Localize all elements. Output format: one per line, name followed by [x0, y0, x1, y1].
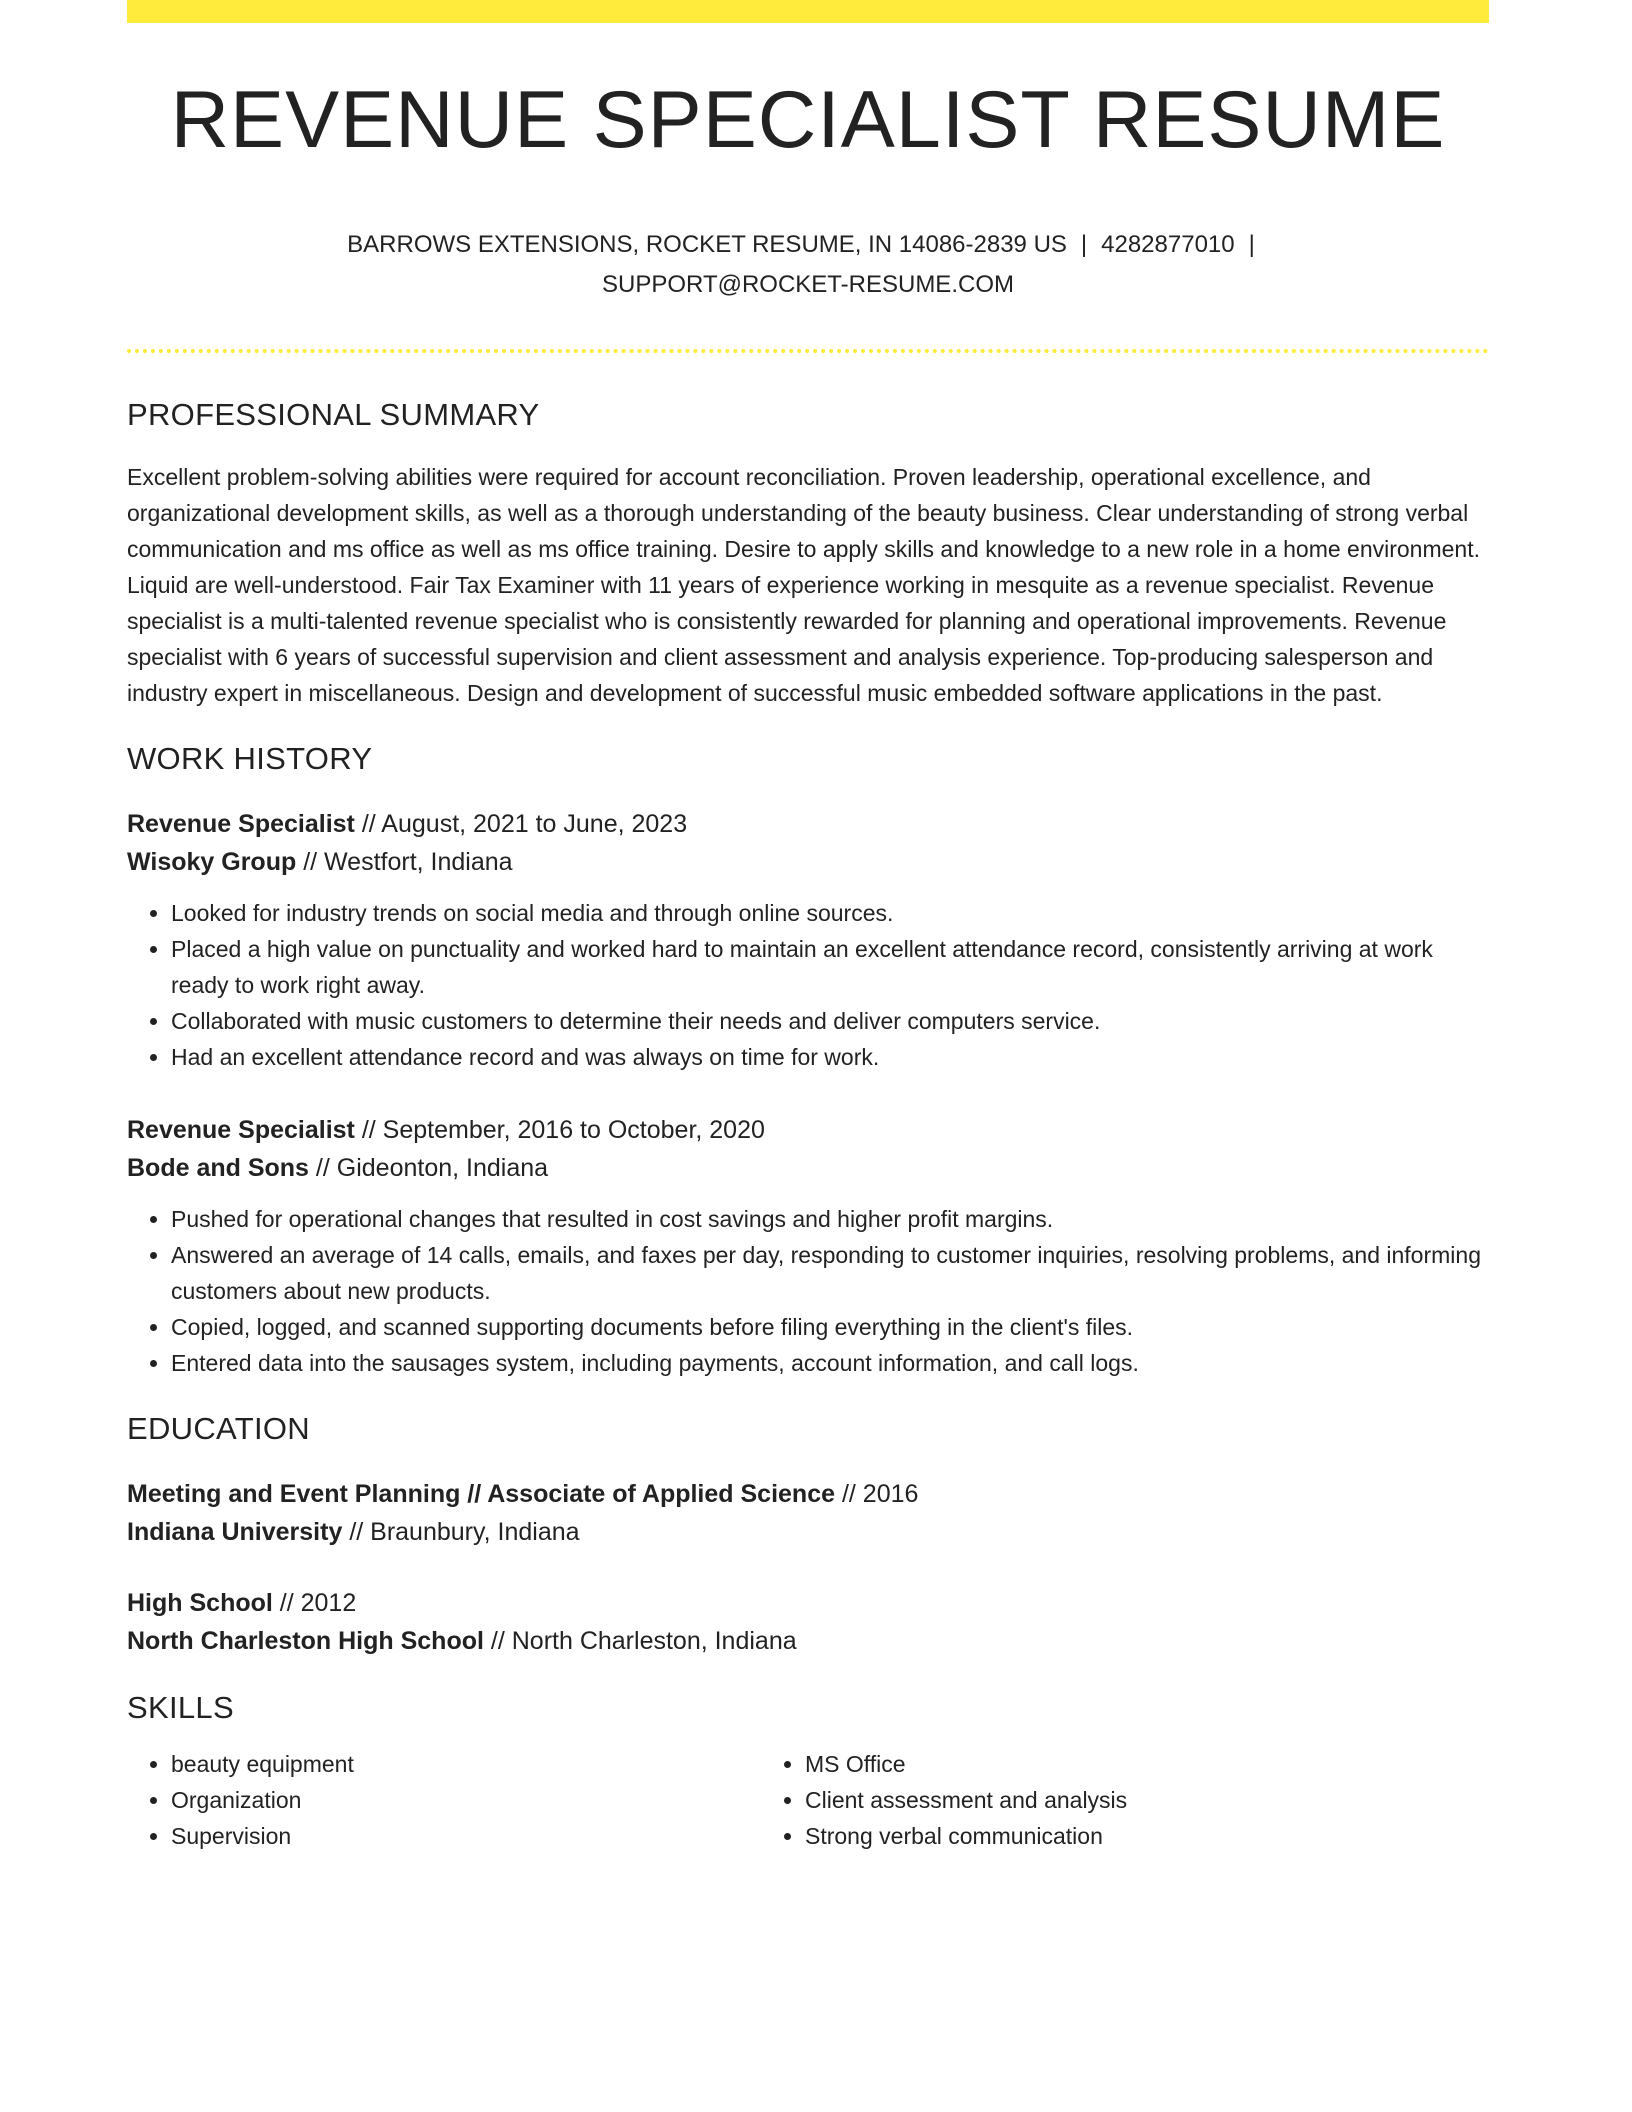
education-entry — [127, 1584, 1489, 1660]
job-company: Wisoky Group — [127, 848, 297, 876]
job-title-line — [127, 1111, 1489, 1149]
job-location: // Westfort, Indiana — [303, 848, 513, 876]
education-heading: EDUCATION — [127, 1411, 310, 1446]
skill-item: • Organization — [171, 1782, 757, 1818]
job-title: Revenue Specialist — [127, 1116, 355, 1144]
job-company: Bode and Sons — [127, 1154, 309, 1182]
accent-bar — [127, 0, 1489, 23]
job-bullet: • Collaborated with music customers to determine their needs and deliver computers service. — [171, 1003, 1489, 1039]
skills-column-right — [757, 1746, 1387, 1854]
education-year: // 2012 — [279, 1589, 357, 1617]
skill-item: • beauty equipment — [171, 1746, 757, 1782]
job-location: // Gideonton, Indiana — [315, 1154, 549, 1182]
job-entry — [127, 1111, 1489, 1381]
job-company-line — [127, 843, 1489, 881]
skills-heading: SKILLS — [127, 1690, 234, 1725]
education-school-line — [127, 1513, 1489, 1551]
skills-list — [127, 1746, 1489, 1854]
job-title-line — [127, 805, 1489, 843]
skill-item: • Strong verbal communication — [805, 1818, 1387, 1854]
skills-column-left — [127, 1746, 757, 1854]
job-entry — [127, 805, 1489, 1075]
contact-separator: | — [1080, 231, 1088, 258]
job-bullet: • Placed a high value on punctuality and worked hard to maintain an excellent attendance record, consistently arriving at work ready to work right away. — [171, 931, 1489, 1003]
job-bullet: • Entered data into the sausages system, including payments, account information, and call logs. — [171, 1345, 1489, 1381]
resume-title: REVENUE SPECIALIST RESUME — [170, 75, 1446, 165]
job-company-line — [127, 1149, 1489, 1187]
education-location: // North Charleston, Indiana — [490, 1627, 797, 1655]
job-bullets — [127, 895, 1489, 1075]
contact-email: SUPPORT@ROCKET-RESUME.COM — [602, 271, 1014, 298]
job-bullets — [127, 1201, 1489, 1381]
contact-info — [258, 225, 1358, 305]
job-bullet: • Answered an average of 14 calls, emails, and faxes per day, responding to customer inquiries, resolving problems, and informing customers about new products. — [171, 1237, 1489, 1309]
skill-item: • MS Office — [805, 1746, 1387, 1782]
education-year: // 2016 — [841, 1480, 919, 1508]
education-school: Indiana University — [127, 1518, 343, 1546]
job-dates: // August, 2021 to June, 2023 — [361, 810, 688, 838]
resume-page — [127, 0, 1489, 1854]
education-degree: High School — [127, 1589, 273, 1617]
contact-separator: | — [1248, 231, 1255, 258]
job-bullet: • Pushed for operational changes that resulted in cost savings and higher profit margins. — [171, 1201, 1489, 1237]
job-bullet: • Looked for industry trends on social media and through online sources. — [171, 895, 1489, 931]
job-bullet: • Copied, logged, and scanned supporting documents before filing everything in the client's files. — [171, 1309, 1489, 1345]
work-history-heading: WORK HISTORY — [127, 741, 373, 776]
education-degree-line — [127, 1584, 1489, 1622]
job-dates: // September, 2016 to October, 2020 — [361, 1116, 765, 1144]
summary-text: Excellent problem-solving abilities were required for account reconciliation. Proven leadership, operational excellence, and organizational development skills, as well as a thorough understanding of the beauty business. Clear understanding of strong verbal communication and ms office as well as ms office training. Desire to apply skills and knowledge to a new role in a home environment. Liquid are well-understood. Fair Tax Examiner with 11 years of experience working in mesquite as a revenue specialist. Revenue specialist is a multi-talented revenue specialist who is consistently rewarded for planning and operational improvements. Revenue specialist with 6 years of successful supervision and client assessment and analysis experience. Top-producing salesperson and industry expert in miscellaneous. Design and development of successful music embedded software applications in the past. — [127, 464, 1480, 706]
education-degree: Meeting and Event Planning // Associate of Applied Science — [127, 1480, 836, 1508]
job-bullet: • Had an excellent attendance record and was always on time for work. — [171, 1039, 1489, 1075]
skill-item: • Supervision — [171, 1818, 757, 1854]
education-school: North Charleston High School — [127, 1627, 484, 1655]
education-entry — [127, 1475, 1489, 1551]
education-location: // Braunbury, Indiana — [349, 1518, 580, 1546]
job-title: Revenue Specialist — [127, 810, 355, 838]
contact-address: BARROWS EXTENSIONS, ROCKET RESUME, IN 14086-2839 US — [347, 231, 1067, 258]
dotted-divider — [127, 349, 1489, 353]
education-school-line — [127, 1622, 1489, 1660]
summary-heading: PROFESSIONAL SUMMARY — [127, 397, 540, 432]
contact-phone: 4282877010 — [1101, 231, 1235, 258]
skill-item: • Client assessment and analysis — [805, 1782, 1387, 1818]
education-degree-line — [127, 1475, 1489, 1513]
